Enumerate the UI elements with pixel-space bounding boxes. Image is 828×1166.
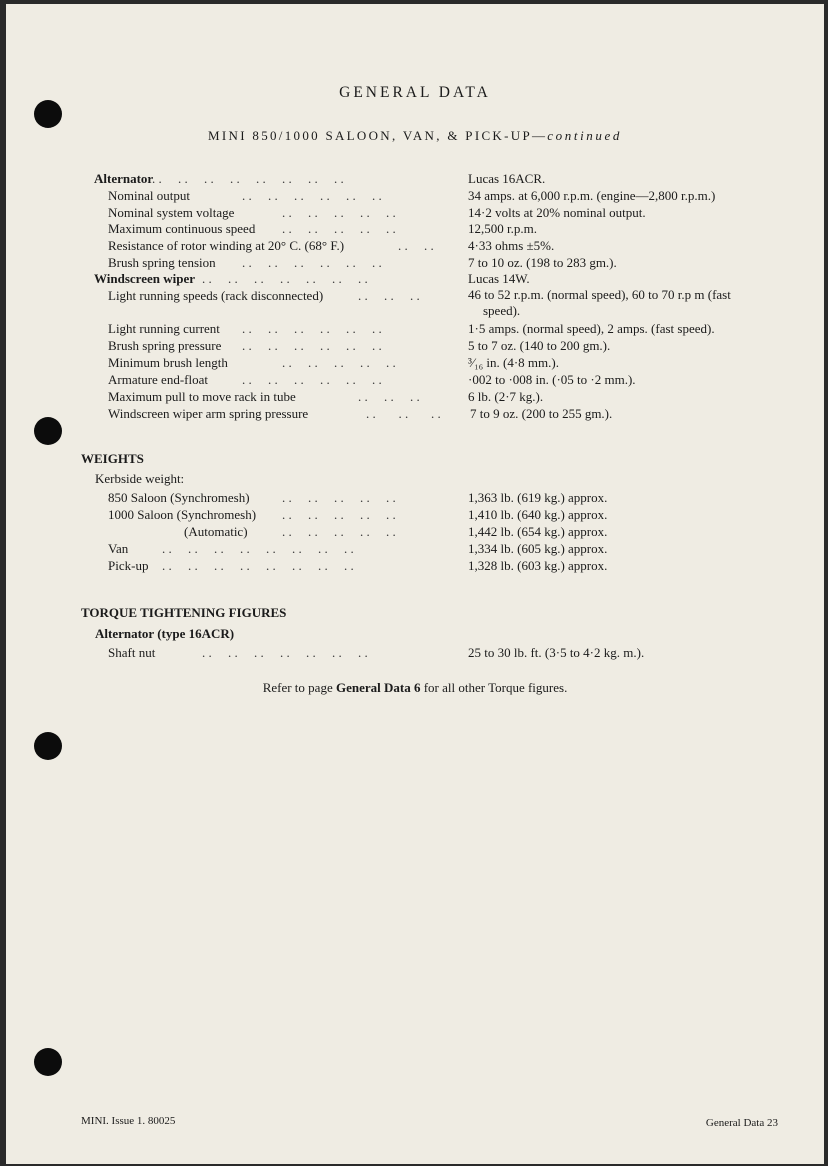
leader-dots: . . . . <box>398 238 434 253</box>
leader-dots: . . . . . . <box>358 389 420 404</box>
spec-label: Shaft nut <box>108 645 156 660</box>
spec-row <box>6 287 824 321</box>
spec-label: (Automatic) <box>184 524 248 539</box>
note-text: for all other Torque figures. <box>420 680 568 695</box>
binder-hole <box>34 732 62 760</box>
spec-row-alternator <box>6 170 824 187</box>
spec-row-wiper <box>6 270 824 287</box>
note-text: Refer to page <box>262 680 336 695</box>
leader-dots: . . . . . . . . . . . . <box>242 372 382 387</box>
spec-row <box>6 405 824 422</box>
subtitle-continued: continued <box>547 128 622 143</box>
page-title: GENERAL DATA <box>339 84 491 101</box>
spec-label: Armature end-float <box>108 372 208 387</box>
leader-dots: . . . . . . . . . . <box>282 490 396 505</box>
spec-label: Brush spring pressure <box>108 338 222 353</box>
leader-dots: . . . . . . . . . . . . . . <box>202 645 368 660</box>
reference-note <box>6 680 824 696</box>
spec-value-continuation: speed). <box>483 303 521 318</box>
spec-value: ·002 to ·008 in. (·05 to ·2 mm.). <box>468 372 636 387</box>
spec-row <box>6 371 824 388</box>
spec-label: Van <box>108 541 129 556</box>
leader-dots: . . . . . . . . . . . . <box>242 321 382 336</box>
leader-dots: . . . . . . . . . . . . . . . . <box>162 541 354 556</box>
spec-label: Resistance of rotor winding at 20° C. (68° F.) <box>108 238 345 253</box>
spec-label: Light running current <box>108 321 220 336</box>
spec-value: 1,410 lb. (640 kg.) approx. <box>468 507 608 522</box>
leader-dots: . . . . . . . . . . . . . . . . <box>162 558 354 573</box>
spec-row <box>6 337 824 354</box>
leader-dots: . . . . . . . . . . <box>282 355 396 370</box>
spec-row <box>6 523 824 540</box>
spec-row <box>6 220 824 237</box>
spec-label: Alternator <box>94 171 154 186</box>
spec-value: 5 to 7 oz. (140 to 200 gm.). <box>468 338 611 353</box>
spec-label: 1000 Saloon (Synchromesh) <box>108 507 257 522</box>
spec-label: Windscreen wiper arm spring pressure <box>108 406 309 421</box>
spec-label: Maximum continuous speed <box>108 221 256 236</box>
spec-row <box>6 237 824 254</box>
leader-dots: . . . . . . . . . . . . <box>242 255 382 270</box>
spec-value: 6 lb. (2·7 kg.). <box>468 389 544 404</box>
document-page <box>6 4 824 1164</box>
subtitle-main: MINI 850/1000 SALOON, VAN, & PICK-UP— <box>208 128 548 143</box>
footer-issue: MINI. Issue 1. 80025 <box>81 1115 176 1127</box>
spec-row <box>6 354 824 371</box>
leader-dots: . . . . . . <box>366 406 441 421</box>
spec-label: Pick-up <box>108 558 149 573</box>
spec-value: 1,328 lb. (603 kg.) approx. <box>468 558 608 573</box>
spec-label: Nominal system voltage <box>108 205 235 220</box>
leader-dots: . . . . . . . . . . . . . . <box>202 271 368 286</box>
spec-row <box>6 388 824 405</box>
spec-label: Brush spring tension <box>108 255 216 270</box>
leader-dots: . . . . . . . . . . <box>282 524 396 539</box>
leader-dots: . . . . . . . . . . . . . . . . <box>152 171 344 186</box>
spec-row <box>6 540 824 557</box>
spec-value: Lucas 16ACR. <box>468 171 546 186</box>
spec-value: 14·2 volts at 20% nominal output. <box>468 205 646 220</box>
note-page-ref: General Data 6 <box>335 680 421 695</box>
footer-page-number: General Data 23 <box>705 1117 778 1129</box>
spec-value: 34 amps. at 6,000 r.p.m. (engine—2,800 r.p.m.) <box>468 188 716 203</box>
leader-dots: . . . . . . . . . . <box>282 205 396 220</box>
spec-row <box>6 320 824 337</box>
spec-row <box>6 644 824 661</box>
spec-value <box>468 287 778 319</box>
binder-hole <box>34 100 62 128</box>
spec-label: Minimum brush length <box>108 355 228 370</box>
leader-dots: . . . . . . . . . . <box>282 221 396 236</box>
spec-label: Windscreen wiper <box>94 271 195 286</box>
spec-value: 1,442 lb. (654 kg.) approx. <box>468 524 608 539</box>
spec-row <box>6 506 824 523</box>
leader-dots: . . . . . . <box>358 288 420 303</box>
spec-value: 1,334 lb. (605 kg.) approx. <box>468 541 608 556</box>
leader-dots: . . . . . . . . . . . . <box>242 338 382 353</box>
spec-label: Maximum pull to move rack in tube <box>108 389 296 404</box>
spec-row <box>6 187 824 204</box>
spec-value: Lucas 14W. <box>468 271 530 286</box>
spec-value: 7 to 9 oz. (200 to 255 gm.). <box>470 406 613 421</box>
spec-value: 1,363 lb. (619 kg.) approx. <box>468 490 608 505</box>
spec-value: ³⁄₁₆ in. (4·8 mm.). <box>468 355 559 370</box>
spec-value: 7 to 10 oz. (198 to 283 gm.). <box>468 255 617 270</box>
page-subtitle <box>6 128 824 144</box>
weights-sublabel: Kerbside weight: <box>95 471 185 486</box>
leader-dots: . . . . . . . . . . <box>282 507 396 522</box>
spec-label: Nominal output <box>108 188 190 203</box>
spec-label: 850 Saloon (Synchromesh) <box>108 490 250 505</box>
binder-hole <box>34 1048 62 1076</box>
spec-row <box>6 557 824 574</box>
spec-value: 25 to 30 lb. ft. (3·5 to 4·2 kg. m.). <box>468 645 645 660</box>
spec-value-line: 46 to 52 r.p.m. (normal speed), 60 to 70 r.p m (fast <box>468 287 731 302</box>
section-heading-torque: TORQUE TIGHTENING FIGURES <box>81 605 287 620</box>
spec-row <box>6 204 824 221</box>
section-heading-weights: WEIGHTS <box>81 451 144 466</box>
spec-row <box>6 489 824 506</box>
torque-subheading: Alternator (type 16ACR) <box>95 626 235 641</box>
spec-row <box>6 254 824 271</box>
spec-value: 12,500 r.p.m. <box>468 221 537 236</box>
spec-value: 1·5 amps. (normal speed), 2 amps. (fast speed). <box>468 321 715 336</box>
leader-dots: . . . . . . . . . . . . <box>242 188 382 203</box>
spec-value: 4·33 ohms ±5%. <box>468 238 555 253</box>
spec-label: Light running speeds (rack disconnected) <box>108 288 324 303</box>
